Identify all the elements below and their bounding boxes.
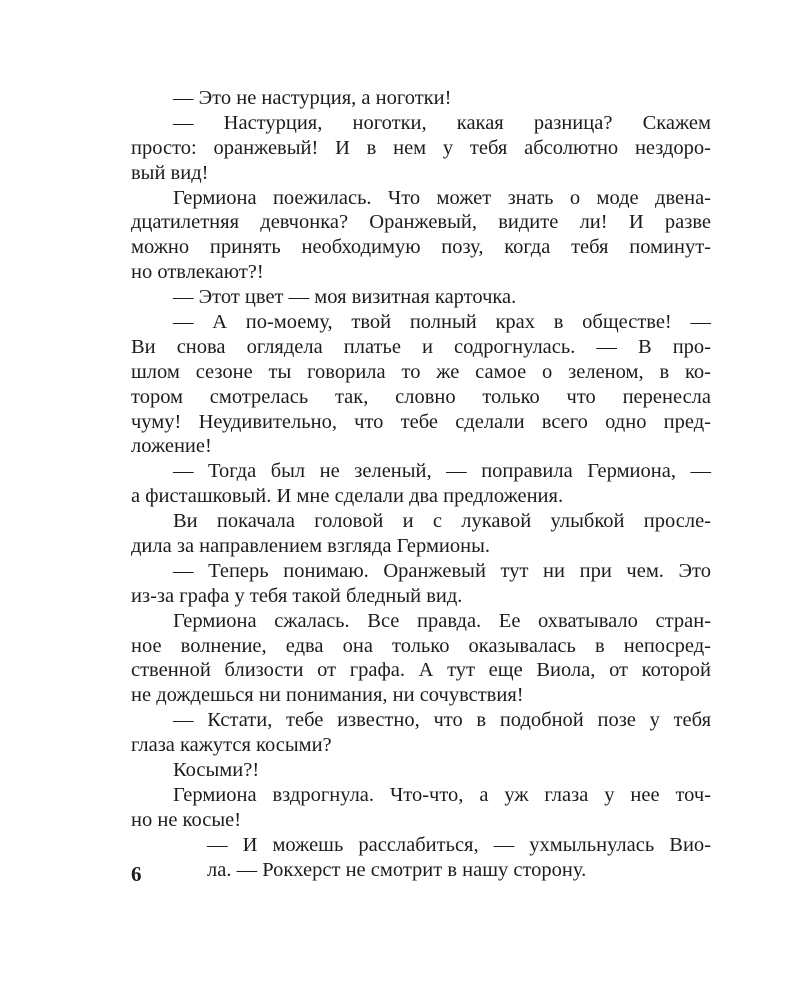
text-line: Гермиона поежилась. Что может знать о моде двена- <box>173 186 711 209</box>
text-line: ное волнение, едва она только оказывалась в непосред- <box>131 634 711 657</box>
text-line: — Этот цвет — моя визитная карточка. <box>173 286 517 309</box>
text-line: можно принять необходимую позу, когда тебя поминут- <box>131 236 711 259</box>
text-line: Гермиона вздрогнула. Что-что, а уж глаза у нее точ- <box>173 783 711 806</box>
text-line: Ви снова оглядела платье и содрогнулась. — В про- <box>131 335 711 358</box>
text-line: но не косые! <box>131 808 242 831</box>
text-line: ложение! <box>131 435 212 458</box>
text-line: чуму! Неудивительно, что тебе сделали всего одно пред- <box>131 410 711 433</box>
text-line: а фисташковый. И мне сделали два предложения. <box>131 485 564 508</box>
text-line: Косыми?! <box>173 759 260 782</box>
text-line: но отвлекают?! <box>131 261 264 284</box>
text-line: — А по-моему, твой полный крах в обществе! — <box>173 311 711 334</box>
text-line: просто: оранжевый! И в нем у тебя абсолютно нездоро- <box>131 136 711 159</box>
text-line: дцатилетняя девчонка? Оранжевый, видите ли! И разве <box>131 211 711 234</box>
text-line: — Настурция, ноготки, какая разница? Скажем <box>173 111 711 134</box>
text-line: шлом сезоне ты говорила то же самое о зеленом, в ко- <box>131 360 711 383</box>
text-line: — Тогда был не зеленый, — поправила Гермиона, — <box>173 460 711 483</box>
text-line: не дождешься ни понимания, ни сочувствия! <box>131 684 524 707</box>
text-line: дила за направлением взгляда Гермионы. <box>131 535 491 558</box>
text-line: ственной близости от графа. А тут еще Виола, от которой <box>131 659 711 682</box>
text-line: тором смотрелась так, словно только что перенесла <box>131 385 711 408</box>
text-line: Ви покачала головой и с лукавой улыбкой просле- <box>173 510 711 533</box>
text-line: глаза кажутся косыми? <box>131 734 332 757</box>
text-line: — Теперь понимаю. Оранжевый тут ни при чем. Это <box>173 559 711 582</box>
text-line: из-за графа у тебя такой бледный вид. <box>131 584 463 607</box>
text-line: — Кстати, тебе известно, что в подобной позе у тебя <box>173 709 711 732</box>
text-line: Гермиона сжалась. Все правда. Ее охватывало стран- <box>173 609 711 632</box>
text-line: — И можешь расслабиться, — ухмыльнулась Вио- <box>207 833 711 856</box>
text-line: вый вид! <box>131 161 209 184</box>
text-line: — Это не настурция, а ноготки! <box>173 87 452 109</box>
text-line: ла. — Рокхерст не смотрит в нашу сторону. <box>207 858 587 881</box>
page-body-text <box>131 86 711 883</box>
page-number: 6 <box>131 862 142 886</box>
